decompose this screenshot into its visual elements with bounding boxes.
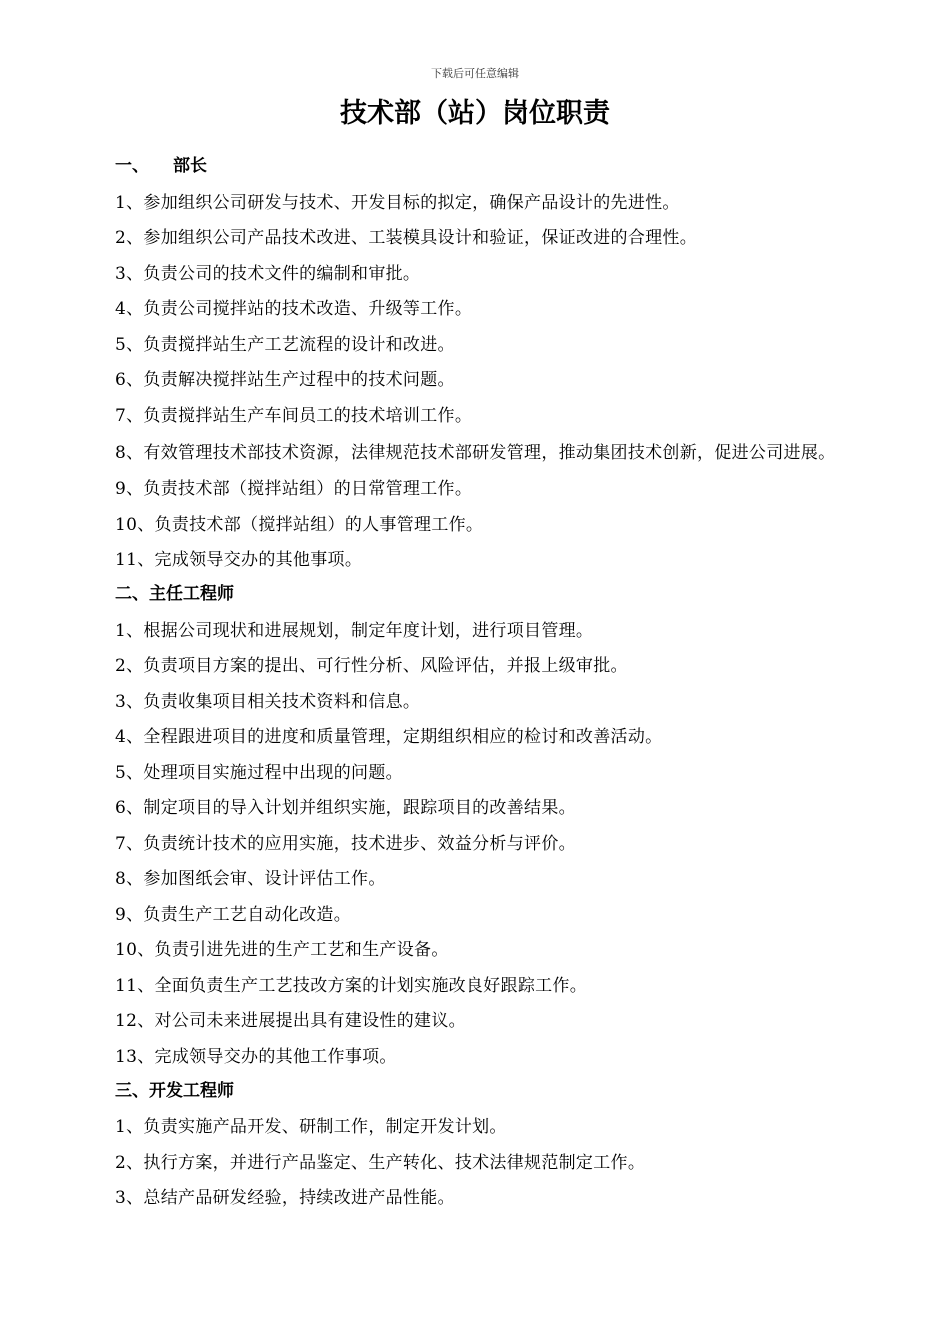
section-number: 三、 [115, 1080, 149, 1101]
list-item: 9、负责技术部（搅拌站组）的日常管理工作。 [115, 479, 473, 499]
list-item: 1、根据公司现状和进展规划，制定年度计划，进行项目管理。 [115, 620, 594, 641]
list-item: 6、负责解决搅拌站生产过程中的技术问题。 [115, 370, 455, 390]
list-item: 8、有效管理技术部技术资源，法律规范技术部研发管理，推动集团技术创新，促进公司进展。 [115, 442, 836, 463]
list-item: 3、负责公司的技术文件的编制和审批。 [115, 263, 421, 284]
section-title: 部长 [173, 156, 207, 176]
header-note: 下载后可任意编辑 [431, 67, 519, 80]
list-item: 13、完成领导交办的其他工作事项。 [115, 1046, 397, 1067]
document-title: 技术部（站）岗位职责 [340, 98, 610, 129]
list-item: 7、负责搅拌站生产车间员工的技术培训工作。 [115, 405, 473, 426]
list-item: 3、负责收集项目相关技术资料和信息。 [115, 691, 421, 712]
document-body [115, 150, 840, 1216]
list-item: 10、负责技术部（搅拌站组）的人事管理工作。 [115, 514, 484, 535]
list-item: 4、全程跟进项目的进度和质量管理，定期组织相应的检讨和改善活动。 [115, 727, 663, 747]
list-item: 5、处理项目实施过程中出现的问题。 [115, 762, 403, 783]
list-item: 3、总结产品研发经验，持续改进产品性能。 [115, 1188, 455, 1208]
list-item: 2、参加组织公司产品技术改进、工装模具设计和验证，保证改进的合理性。 [115, 228, 698, 248]
list-item: 2、执行方案，并进行产品鉴定、生产转化、技术法律规范制定工作。 [115, 1152, 646, 1173]
section-title: 主任工程师 [149, 584, 234, 604]
section-number: 一、 [115, 156, 149, 176]
list-item: 9、负责生产工艺自动化改造。 [115, 904, 352, 925]
list-item: 12、对公司未来进展提出具有建设性的建议。 [115, 1011, 466, 1031]
list-item: 8、参加图纸会审、设计评估工作。 [115, 869, 386, 889]
list-item: 5、负责搅拌站生产工艺流程的设计和改进。 [115, 334, 455, 355]
list-item: 11、完成领导交办的其他事项。 [115, 550, 363, 570]
section-heading-1 [115, 150, 840, 185]
list-item: 7、负责统计技术的应用实施，技术进步、效益分析与评价。 [115, 833, 576, 854]
list-item: 1、负责实施产品开发、研制工作，制定开发计划。 [115, 1117, 507, 1137]
section-number: 二、 [115, 584, 149, 604]
section-title: 开发工程师 [149, 1080, 234, 1101]
section-heading-2 [115, 578, 840, 613]
list-item: 11、全面负责生产工艺技改方案的计划实施改良好跟踪工作。 [115, 975, 588, 996]
list-item: 10、负责引进先进的生产工艺和生产设备。 [115, 940, 449, 960]
list-item: 4、负责公司搅拌站的技术改造、升级等工作。 [115, 299, 473, 319]
list-item: 2、负责项目方案的提出、可行性分析、风险评估，并报上级审批。 [115, 656, 628, 676]
list-item: 1、参加组织公司研发与技术、开发目标的拟定，确保产品设计的先进性。 [115, 192, 680, 213]
section-heading-3 [115, 1075, 840, 1110]
list-item: 6、制定项目的导入计划并组织实施，跟踪项目的改善结果。 [115, 798, 576, 818]
